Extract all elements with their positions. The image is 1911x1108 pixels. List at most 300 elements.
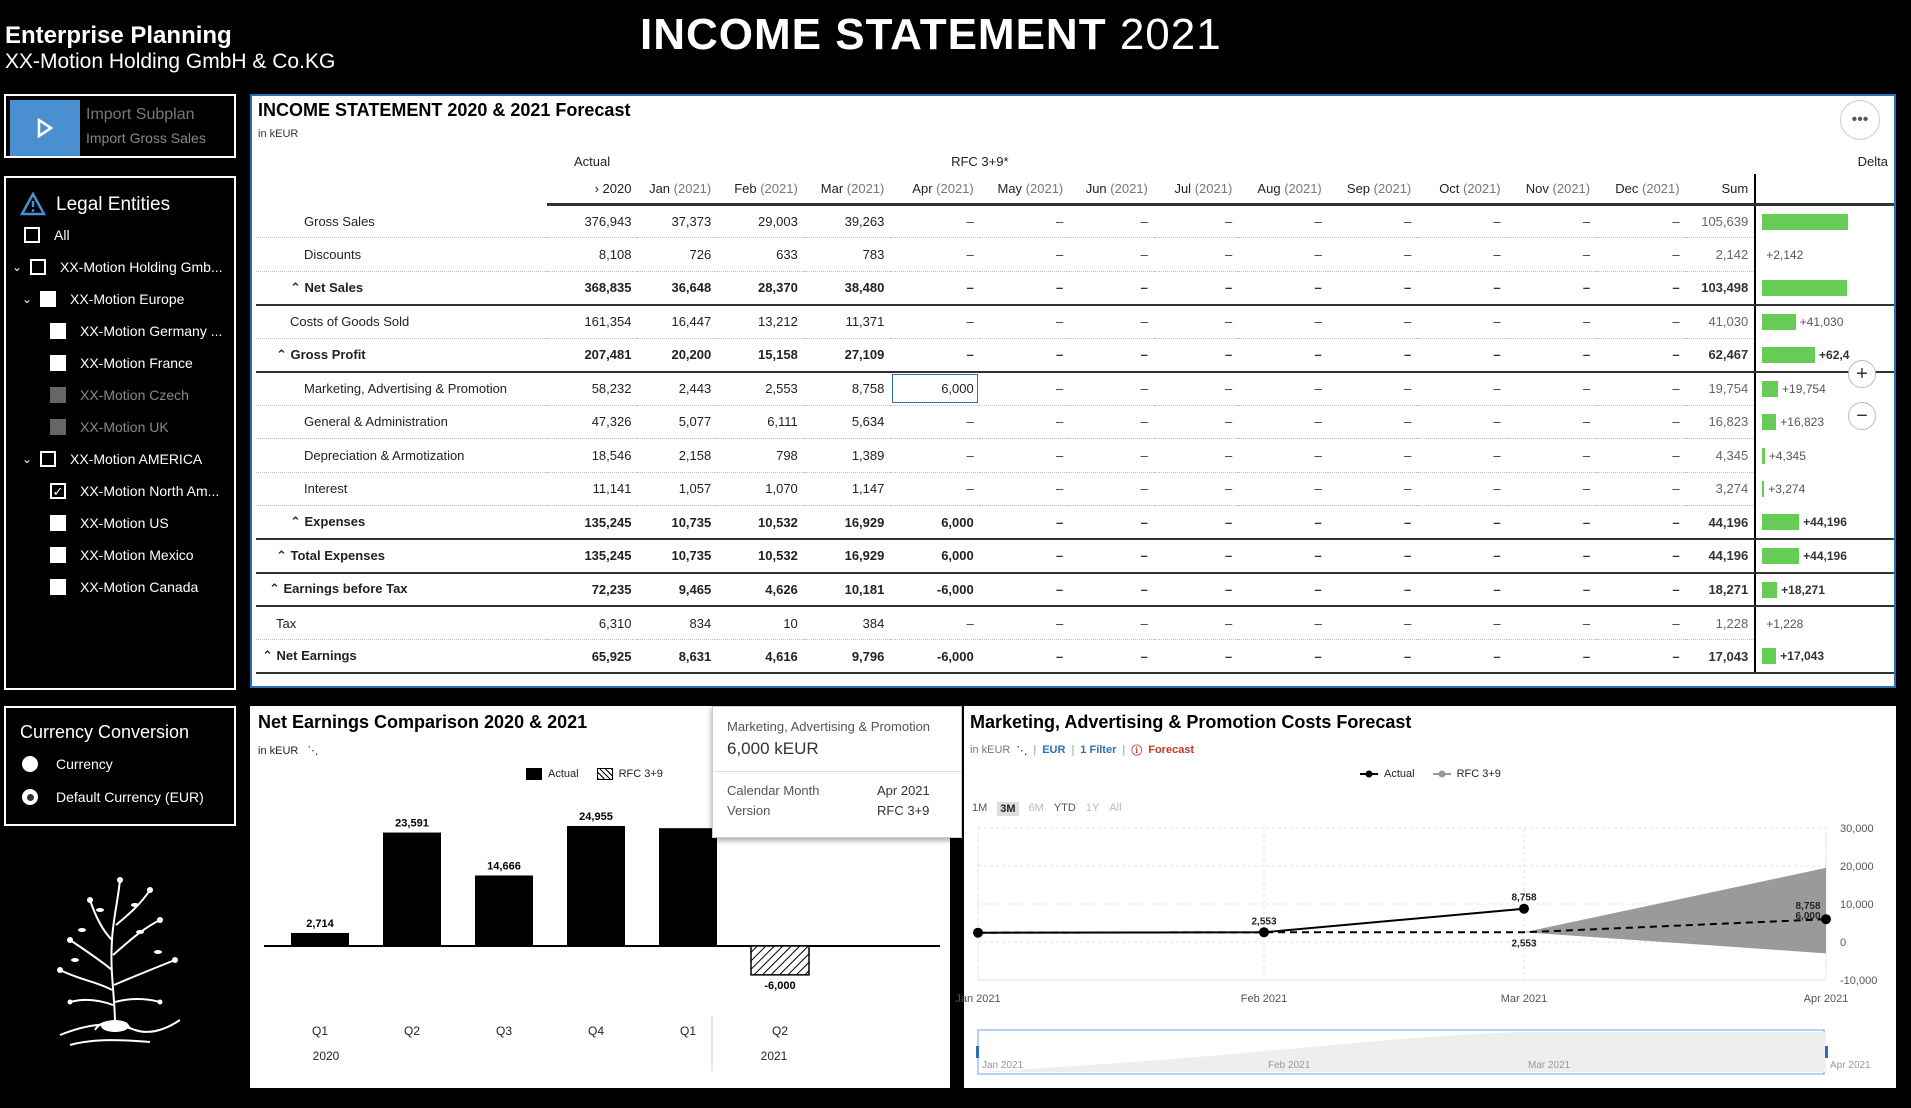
filter-tag[interactable]: 1 Filter <box>1080 744 1117 756</box>
cell-month: 5,077 <box>637 405 717 439</box>
cell-month[interactable]: – <box>1596 204 1685 238</box>
cell-month[interactable]: – <box>1596 606 1685 640</box>
checkbox[interactable] <box>50 387 66 403</box>
selected-input-cell[interactable]: 6,000 <box>890 372 979 406</box>
cell-month[interactable]: – <box>1154 472 1238 506</box>
y-tick-label: 20,000 <box>1840 861 1874 873</box>
row-label-text: Depreciation & Armotization <box>304 447 465 463</box>
cell-month[interactable]: – <box>1238 472 1327 506</box>
cell-month[interactable]: – <box>1069 573 1154 607</box>
radio-currency[interactable] <box>22 756 113 772</box>
tree-item-france[interactable] <box>50 348 193 378</box>
cell-month[interactable]: – <box>1154 271 1238 305</box>
tree-item-holding[interactable] <box>12 252 223 282</box>
cell-month[interactable]: – <box>1507 573 1596 607</box>
checkbox[interactable] <box>50 323 66 339</box>
tree-item-all[interactable] <box>24 220 70 250</box>
cell-month[interactable]: – <box>980 405 1070 439</box>
cell-month[interactable]: – <box>1596 573 1685 607</box>
chevron-up-icon[interactable]: ⌃ <box>276 346 291 362</box>
cell-month[interactable]: – <box>1417 573 1506 607</box>
header-spacer <box>637 148 890 174</box>
cell-month[interactable]: – <box>980 338 1070 372</box>
cell-month[interactable]: – <box>1417 439 1506 473</box>
cell-month[interactable]: – <box>1238 204 1327 238</box>
cell-month[interactable]: – <box>980 506 1070 540</box>
point-actual[interactable] <box>973 928 983 938</box>
cell-month[interactable]: – <box>1154 539 1238 573</box>
legend-label-rfc: RFC 3+9 <box>618 768 663 780</box>
cell-month[interactable]: – <box>890 271 979 305</box>
cell-month[interactable]: – <box>1069 640 1154 674</box>
cell-month[interactable]: – <box>1596 338 1685 372</box>
table-row <box>256 606 1894 640</box>
bar-actual[interactable] <box>659 828 717 946</box>
cell-month[interactable]: – <box>980 238 1070 272</box>
cell-month[interactable]: – <box>1417 606 1506 640</box>
cell-month[interactable]: – <box>890 204 979 238</box>
row-label[interactable] <box>256 405 547 439</box>
table-row <box>256 405 1894 439</box>
cell-month: 2,553 <box>717 372 804 406</box>
category-label: Q2 <box>771 1024 789 1038</box>
cell-month[interactable]: – <box>1328 539 1417 573</box>
bar-rfc[interactable] <box>751 946 809 975</box>
row-label[interactable] <box>256 439 547 473</box>
import-subplan-button[interactable] <box>10 100 80 156</box>
range-button-6m[interactable]: 6M <box>1028 802 1044 814</box>
month-year: (2021) <box>1373 180 1412 196</box>
cell-month[interactable]: -6,000 <box>890 573 979 607</box>
month-label: Jan <box>649 180 671 196</box>
cell-month[interactable]: – <box>1328 338 1417 372</box>
navigator-label: Feb 2021 <box>1268 1060 1311 1071</box>
cell-month[interactable]: – <box>1417 506 1506 540</box>
cell-month[interactable]: – <box>1069 372 1154 406</box>
checkbox[interactable] <box>50 547 66 563</box>
cell-month[interactable]: – <box>890 606 979 640</box>
cell-month[interactable]: – <box>1238 573 1327 607</box>
month-label: Apr <box>912 180 933 196</box>
warning-icon <box>20 192 46 216</box>
range-button-1m[interactable]: 1M <box>972 802 988 814</box>
tree-item-north-america[interactable] <box>50 476 219 506</box>
cell-month[interactable]: – <box>1328 405 1417 439</box>
cell-month[interactable]: – <box>1154 640 1238 674</box>
cell-month[interactable]: – <box>1328 640 1417 674</box>
cell-month[interactable]: – <box>1154 439 1238 473</box>
header-month-jan[interactable] <box>637 174 717 204</box>
row-label[interactable] <box>256 338 547 372</box>
radio-default-currency[interactable] <box>22 789 204 805</box>
delta-bar <box>1762 414 1776 430</box>
cell-month[interactable]: – <box>980 372 1070 406</box>
delta-bar <box>1762 381 1778 397</box>
cell-month[interactable]: – <box>1154 606 1238 640</box>
cell-delta <box>1755 271 1894 305</box>
zoom-out-button[interactable] <box>1848 402 1876 430</box>
cell-month[interactable]: – <box>1507 338 1596 372</box>
cell-month: 10,181 <box>804 573 891 607</box>
header-month-dec[interactable] <box>1596 174 1685 204</box>
navigator-handle-right[interactable] <box>1825 1046 1828 1058</box>
cell-month[interactable]: 6,000 <box>890 539 979 573</box>
cell-month: 10,532 <box>717 506 804 540</box>
delta-bar <box>1762 648 1776 664</box>
cell-month[interactable]: – <box>1069 506 1154 540</box>
x-tick-label: Mar 2021 <box>1500 993 1548 1005</box>
cell-sum: 2,142 <box>1686 238 1756 272</box>
checkbox[interactable] <box>50 579 66 595</box>
bar-actual[interactable] <box>291 933 349 946</box>
header-month-may[interactable] <box>980 174 1070 204</box>
header-month-mar[interactable] <box>804 174 891 204</box>
cell-month[interactable]: – <box>1069 238 1154 272</box>
cell-month[interactable]: – <box>1417 372 1506 406</box>
cell-month[interactable]: – <box>1238 305 1327 339</box>
cell-month[interactable]: – <box>1417 338 1506 372</box>
cell-month[interactable]: – <box>1507 271 1596 305</box>
tree-item-canada[interactable] <box>50 572 198 602</box>
tree-item-czech[interactable] <box>50 380 189 410</box>
cell-month[interactable]: – <box>1507 539 1596 573</box>
cell-month[interactable]: – <box>1328 372 1417 406</box>
row-label[interactable] <box>256 305 547 339</box>
cell-month[interactable]: – <box>1417 271 1506 305</box>
delta-label: +19,754 <box>1782 382 1826 397</box>
cell-month[interactable]: – <box>1417 640 1506 674</box>
cell-month[interactable]: – <box>1596 472 1685 506</box>
cell-month[interactable]: – <box>980 539 1070 573</box>
cell-month: 37,373 <box>637 204 717 238</box>
header-month-oct[interactable] <box>1417 174 1506 204</box>
month-label: Dec <box>1615 180 1639 196</box>
cell-month[interactable]: – <box>1328 271 1417 305</box>
row-label[interactable] <box>256 472 547 506</box>
year-label-2021: 2021 <box>760 1049 788 1063</box>
checkbox[interactable] <box>50 355 66 371</box>
cell-month[interactable]: – <box>1069 305 1154 339</box>
checkbox[interactable] <box>30 259 46 275</box>
range-button-3m[interactable]: 3M <box>997 802 1018 816</box>
table-row <box>256 640 1894 674</box>
cell-month[interactable]: – <box>1328 204 1417 238</box>
chart-title: Marketing, Advertising & Promotion Costs Forecast <box>970 712 1412 732</box>
cell-month[interactable]: – <box>1069 439 1154 473</box>
row-label[interactable] <box>256 539 547 573</box>
cell-month[interactable]: – <box>1507 204 1596 238</box>
cell-month[interactable]: – <box>1507 472 1596 506</box>
header-month-jun[interactable] <box>1069 174 1154 204</box>
header-month-feb[interactable] <box>717 174 804 204</box>
cell-month[interactable]: – <box>1596 405 1685 439</box>
cell-month[interactable]: – <box>1328 472 1417 506</box>
cell-month[interactable]: – <box>1154 305 1238 339</box>
cell-month[interactable]: – <box>980 573 1070 607</box>
cell-2020: 18,546 <box>547 439 638 473</box>
row-label[interactable] <box>256 573 547 607</box>
radio-button[interactable] <box>22 789 38 805</box>
chevron-up-icon[interactable]: ⌃ <box>276 547 291 563</box>
cell-month[interactable]: – <box>1507 606 1596 640</box>
cell-month[interactable]: – <box>1154 506 1238 540</box>
cell-month[interactable]: – <box>1596 439 1685 473</box>
table-row <box>256 204 1894 238</box>
table-row <box>256 372 1894 406</box>
cell-month[interactable]: – <box>980 640 1070 674</box>
row-label[interactable] <box>256 640 547 674</box>
checkbox[interactable] <box>50 419 66 435</box>
header-month-apr[interactable] <box>890 174 979 204</box>
cell-month[interactable]: 6,000 <box>890 506 979 540</box>
cell-month[interactable]: – <box>980 439 1070 473</box>
range-button-ytd[interactable]: YTD <box>1053 802 1076 814</box>
cell-month[interactable]: – <box>1069 204 1154 238</box>
header-month-aug[interactable] <box>1238 174 1327 204</box>
point-label: 2,553 <box>1251 916 1277 928</box>
cell-month: 384 <box>804 606 891 640</box>
cell-month[interactable]: – <box>1596 305 1685 339</box>
cell-month[interactable]: – <box>890 405 979 439</box>
row-label[interactable] <box>256 238 547 272</box>
cell-month: 10,735 <box>637 539 717 573</box>
cell-month[interactable]: – <box>1069 472 1154 506</box>
tooltip-divider <box>713 771 961 772</box>
cell-month[interactable]: – <box>1328 506 1417 540</box>
cell-month[interactable]: – <box>1596 539 1685 573</box>
navigator-handle-left[interactable] <box>976 1046 979 1058</box>
cell-month[interactable]: – <box>1596 271 1685 305</box>
bar-value-label: 2,714 <box>306 917 334 930</box>
cell-month[interactable]: – <box>1507 405 1596 439</box>
row-label-text: Total Expenses <box>290 547 385 563</box>
header-month-nov[interactable] <box>1507 174 1596 204</box>
cell-month[interactable]: – <box>890 338 979 372</box>
cell-month[interactable]: – <box>1328 573 1417 607</box>
cell-month[interactable]: -6,000 <box>890 640 979 674</box>
tooltip-dim2-value: RFC 3+9 <box>877 803 930 818</box>
cell-month[interactable]: – <box>1154 238 1238 272</box>
cell-month[interactable]: – <box>1069 606 1154 640</box>
row-label[interactable] <box>256 506 547 540</box>
row-label[interactable] <box>256 271 547 305</box>
cell-month[interactable]: – <box>890 238 979 272</box>
cell-month[interactable]: – <box>1328 305 1417 339</box>
cell-month[interactable]: – <box>1238 506 1327 540</box>
cell-sum: 16,823 <box>1686 405 1756 439</box>
bar-actual[interactable] <box>475 875 533 946</box>
ellipsis-icon: ••• <box>1851 111 1869 128</box>
table-title: INCOME STATEMENT 2020 & 2021 Forecast <box>258 100 631 120</box>
header-2020[interactable] <box>547 174 638 204</box>
zoom-in-button[interactable] <box>1848 360 1876 388</box>
tree-item-label: XX-Motion Europe <box>70 291 185 307</box>
header-month-sep[interactable] <box>1328 174 1417 204</box>
cell-month[interactable]: – <box>1238 372 1327 406</box>
cell-month: 6,111 <box>717 405 804 439</box>
chevron-up-icon[interactable]: ⌃ <box>290 514 305 529</box>
chevron-up-icon[interactable]: ⌃ <box>290 279 305 295</box>
cell-month[interactable]: – <box>1069 539 1154 573</box>
cell-month: 15,158 <box>717 338 804 372</box>
cell-sum: 105,639 <box>1686 204 1756 238</box>
row-label-text: Discounts <box>304 246 362 262</box>
cell-sum: 4,345 <box>1686 439 1756 473</box>
chevron-down-icon[interactable]: ⌄ <box>22 452 33 466</box>
chevron-up-icon[interactable]: ⌃ <box>262 648 277 663</box>
income-statement-table <box>256 148 1894 674</box>
checkbox[interactable]: ✓ <box>50 483 66 499</box>
cell-month[interactable]: – <box>980 204 1070 238</box>
tree-item-europe[interactable] <box>22 284 184 314</box>
checkbox[interactable] <box>40 451 56 467</box>
row-label[interactable] <box>256 204 547 238</box>
x-tick-label: Jan 2021 <box>955 993 1001 1005</box>
cell-month[interactable]: – <box>1238 338 1327 372</box>
header-month-jul[interactable] <box>1154 174 1238 204</box>
point-actual[interactable] <box>1519 904 1529 914</box>
cell-month[interactable]: – <box>1507 506 1596 540</box>
header-spacer <box>256 174 547 204</box>
cell-month[interactable]: – <box>980 305 1070 339</box>
cell-month[interactable]: – <box>1507 305 1596 339</box>
cell-month[interactable]: – <box>1069 405 1154 439</box>
navigator-label: Apr 2021 <box>1830 1060 1871 1071</box>
cell-month: 36,648 <box>637 271 717 305</box>
point-rfc[interactable] <box>1821 914 1831 924</box>
month-label: Jun <box>1085 180 1107 196</box>
cell-month[interactable]: – <box>1417 539 1506 573</box>
cell-month[interactable]: – <box>890 439 979 473</box>
tree-item-uk[interactable] <box>50 412 169 442</box>
delta-bar <box>1762 448 1765 464</box>
separator: | <box>1071 744 1075 756</box>
cell-month: 16,929 <box>804 539 891 573</box>
cell-month[interactable]: – <box>1238 439 1327 473</box>
radio-button[interactable] <box>22 756 38 772</box>
range-button-all[interactable]: All <box>1109 802 1122 814</box>
checkbox[interactable] <box>24 227 40 243</box>
delta-label: +1,228 <box>1766 616 1804 631</box>
cell-2020: 47,326 <box>547 405 638 439</box>
category-label: Q1 <box>311 1024 329 1038</box>
header-sum[interactable]: Sum <box>1686 174 1756 204</box>
range-button-1y[interactable]: 1Y <box>1085 802 1100 814</box>
cell-month[interactable]: – <box>1596 506 1685 540</box>
bar-actual[interactable] <box>383 833 441 946</box>
cell-delta <box>1755 439 1894 473</box>
cell-month[interactable]: – <box>1069 338 1154 372</box>
chevron-up-icon[interactable]: ⌃ <box>269 581 284 597</box>
cell-2020: 376,943 <box>547 204 638 238</box>
more-options-button[interactable] <box>1840 100 1880 140</box>
cell-month[interactable]: – <box>1417 204 1506 238</box>
cell-delta <box>1755 606 1894 640</box>
delta-label: +18,271 <box>1781 582 1825 597</box>
tree-item-us[interactable] <box>50 508 169 538</box>
row-label[interactable] <box>256 606 547 640</box>
bar-actual[interactable] <box>567 826 625 946</box>
cell-month[interactable]: – <box>1507 238 1596 272</box>
cell-month[interactable]: – <box>980 472 1070 506</box>
cell-month[interactable]: – <box>1238 606 1327 640</box>
point-actual[interactable] <box>1259 927 1269 937</box>
cell-month[interactable]: – <box>890 305 979 339</box>
cell-month[interactable]: – <box>1154 372 1238 406</box>
cell-month[interactable]: – <box>1238 640 1327 674</box>
hierarchy-icon[interactable]: ⋱ <box>1016 744 1028 757</box>
cell-month[interactable]: – <box>890 472 979 506</box>
forecast-tag[interactable]: Forecast <box>1148 744 1195 756</box>
cell-month[interactable]: – <box>980 271 1070 305</box>
page-title <box>640 10 1222 60</box>
cell-month[interactable]: – <box>1069 271 1154 305</box>
cell-month[interactable]: – <box>1238 271 1327 305</box>
cell-month: 29,003 <box>717 204 804 238</box>
tree-item-germany[interactable] <box>50 316 222 346</box>
cell-month[interactable]: – <box>1154 405 1238 439</box>
tooltip-measure: Marketing, Advertising & Promotion <box>727 719 931 734</box>
cell-month[interactable]: – <box>1154 338 1238 372</box>
category-label: Q2 <box>403 1024 421 1038</box>
chart-title: Net Earnings Comparison 2020 & 2021 <box>258 712 588 732</box>
cell-month[interactable]: – <box>1596 238 1685 272</box>
cell-month[interactable]: – <box>1417 305 1506 339</box>
tree-item-mexico[interactable] <box>50 540 194 570</box>
hierarchy-icon[interactable]: ⋱ <box>307 745 319 757</box>
cell-month[interactable]: – <box>1328 606 1417 640</box>
tree-item-label: XX-Motion Canada <box>80 579 199 595</box>
delta-label: +16,823 <box>1780 415 1825 430</box>
cell-month[interactable]: – <box>1238 405 1327 439</box>
currency-tag[interactable]: EUR <box>1042 744 1066 756</box>
tree-item-america[interactable] <box>22 444 202 474</box>
cell-month[interactable]: – <box>1596 372 1685 406</box>
chevron-down-icon[interactable]: ⌄ <box>22 292 33 306</box>
cell-month: 1,057 <box>637 472 717 506</box>
minus-icon: − <box>1856 404 1868 427</box>
cell-month[interactable]: – <box>980 606 1070 640</box>
cell-sum: 18,271 <box>1686 573 1756 607</box>
cell-month[interactable]: – <box>1328 238 1417 272</box>
cell-month: 834 <box>637 606 717 640</box>
y-tick-label: 30,000 <box>1840 823 1874 835</box>
cell-month[interactable]: – <box>1417 238 1506 272</box>
delta-label: +3,274 <box>1768 482 1806 497</box>
cell-month[interactable]: – <box>1507 439 1596 473</box>
cell-month[interactable]: – <box>1154 204 1238 238</box>
checkbox[interactable] <box>40 291 56 307</box>
checkbox[interactable] <box>50 515 66 531</box>
cell-month: 9,796 <box>804 640 891 674</box>
cell-month[interactable]: – <box>1417 472 1506 506</box>
month-label: Sep <box>1346 180 1371 196</box>
point-label: 2,553 <box>1511 938 1537 950</box>
chevron-down-icon[interactable]: ⌄ <box>12 260 23 274</box>
row-label[interactable] <box>256 372 547 406</box>
cell-month[interactable]: – <box>1328 439 1417 473</box>
y-tick-label: 10,000 <box>1840 899 1874 911</box>
cell-month[interactable]: – <box>1238 238 1327 272</box>
cell-month[interactable]: – <box>1507 372 1596 406</box>
cell-month[interactable]: – <box>1238 539 1327 573</box>
cell-month[interactable]: – <box>1596 640 1685 674</box>
cell-month[interactable]: – <box>1507 640 1596 674</box>
header-spacer <box>256 148 547 174</box>
cell-month[interactable]: – <box>1417 405 1506 439</box>
month-year: (2021) <box>1552 180 1591 196</box>
cell-month[interactable]: – <box>1154 573 1238 607</box>
